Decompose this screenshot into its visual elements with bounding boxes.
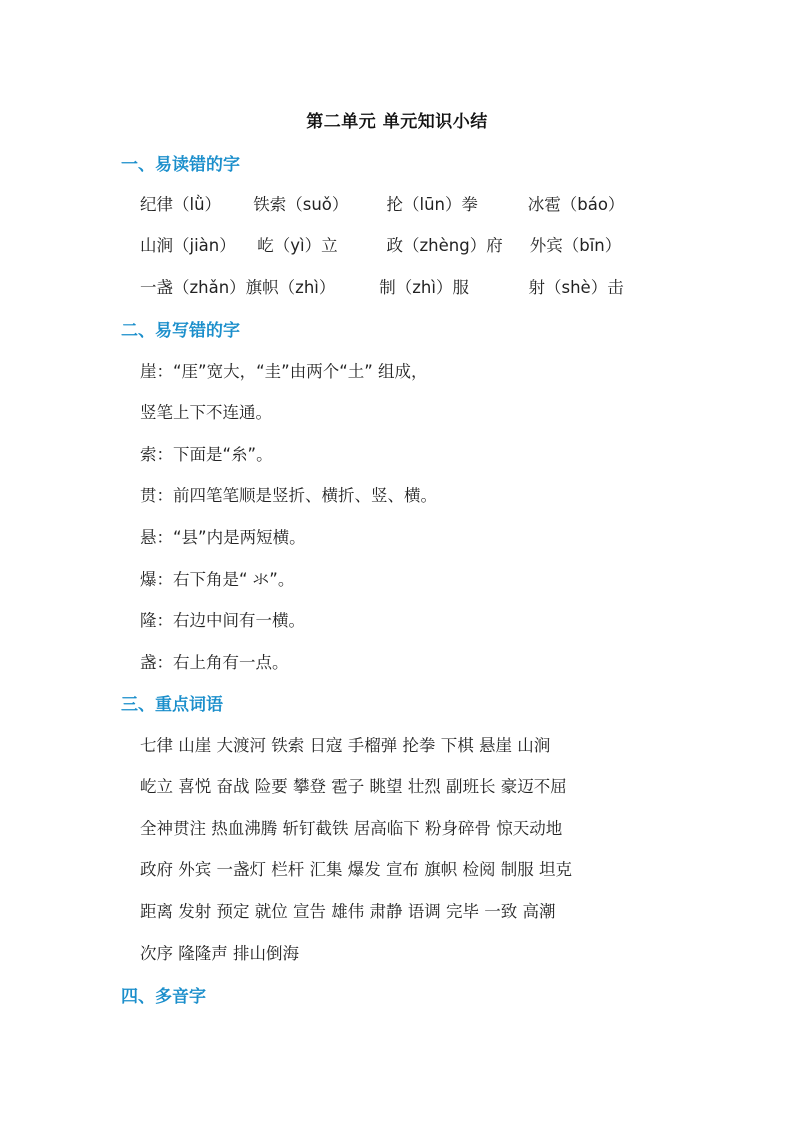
writing-note: 盏：右上角有一点。 [140, 653, 289, 672]
reading-item: 一盏（zhǎn）旗帜（zhì） [140, 278, 336, 297]
reading-item: 纪律（lǜ） [140, 195, 222, 214]
vocab-line: 政府 外宾 一盏灯 栏杆 汇集 爆发 宣布 旗帜 检阅 制服 坦克 [140, 860, 572, 879]
writing-note: 竖笔上下不连通。 [140, 403, 272, 422]
reading-item: 山涧（jiàn） [140, 236, 236, 255]
reading-item: 抡（lūn）拳 [386, 195, 478, 214]
vocab-line: 七律 山崖 大渡河 铁索 日寇 手榴弹 抡拳 下棋 悬崖 山涧 [140, 736, 551, 755]
reading-item: 政（zhèng）府 [386, 236, 503, 255]
reading-item: 外宾（bīn） [529, 236, 622, 255]
reading-item: 冰雹（báo） [527, 195, 625, 214]
section-heading-key-words: 三、重点词语 [121, 695, 223, 715]
writing-note: 悬：“县”内是两短横。 [140, 528, 306, 547]
section-heading-miswritten: 二、易写错的字 [121, 321, 240, 341]
writing-note: 崖：“厓”宽大，“圭”由两个“土” 组成， [140, 362, 428, 381]
writing-note: 索：下面是“糸”。 [140, 445, 273, 464]
reading-item: 射（shè）击 [528, 278, 624, 297]
reading-row [140, 274, 624, 298]
vocab-line: 全神贯注 热血沸腾 斩钉截铁 居高临下 粉身碎骨 惊天动地 [140, 819, 563, 838]
vocab-line: 距离 发射 预定 就位 宣告 雄伟 肃静 语调 完毕 一致 高潮 [140, 902, 556, 921]
reading-item: 制（zhì）服 [379, 278, 469, 297]
writing-note: 爆：右下角是“ 氺”。 [140, 570, 295, 589]
vocab-line: 屹立 喜悦 奋战 险要 攀登 雹子 眺望 壮烈 副班长 豪迈不屈 [140, 777, 567, 796]
page-title: 第二单元 单元知识小结 [306, 112, 488, 132]
reading-item: 铁索（suǒ） [253, 195, 349, 214]
reading-item: 屹（yì）立 [257, 236, 338, 255]
section-heading-polyphones: 四、多音字 [121, 987, 206, 1007]
reading-row [140, 232, 621, 256]
writing-note: 贯：前四笔笔顺是竖折、横折、竖、横。 [140, 486, 437, 505]
reading-row [140, 191, 624, 215]
section-heading-misread: 一、易读错的字 [121, 155, 240, 175]
writing-note: 隆：右边中间有一横。 [140, 611, 305, 630]
vocab-line: 次序 隆隆声 排山倒海 [140, 944, 299, 963]
